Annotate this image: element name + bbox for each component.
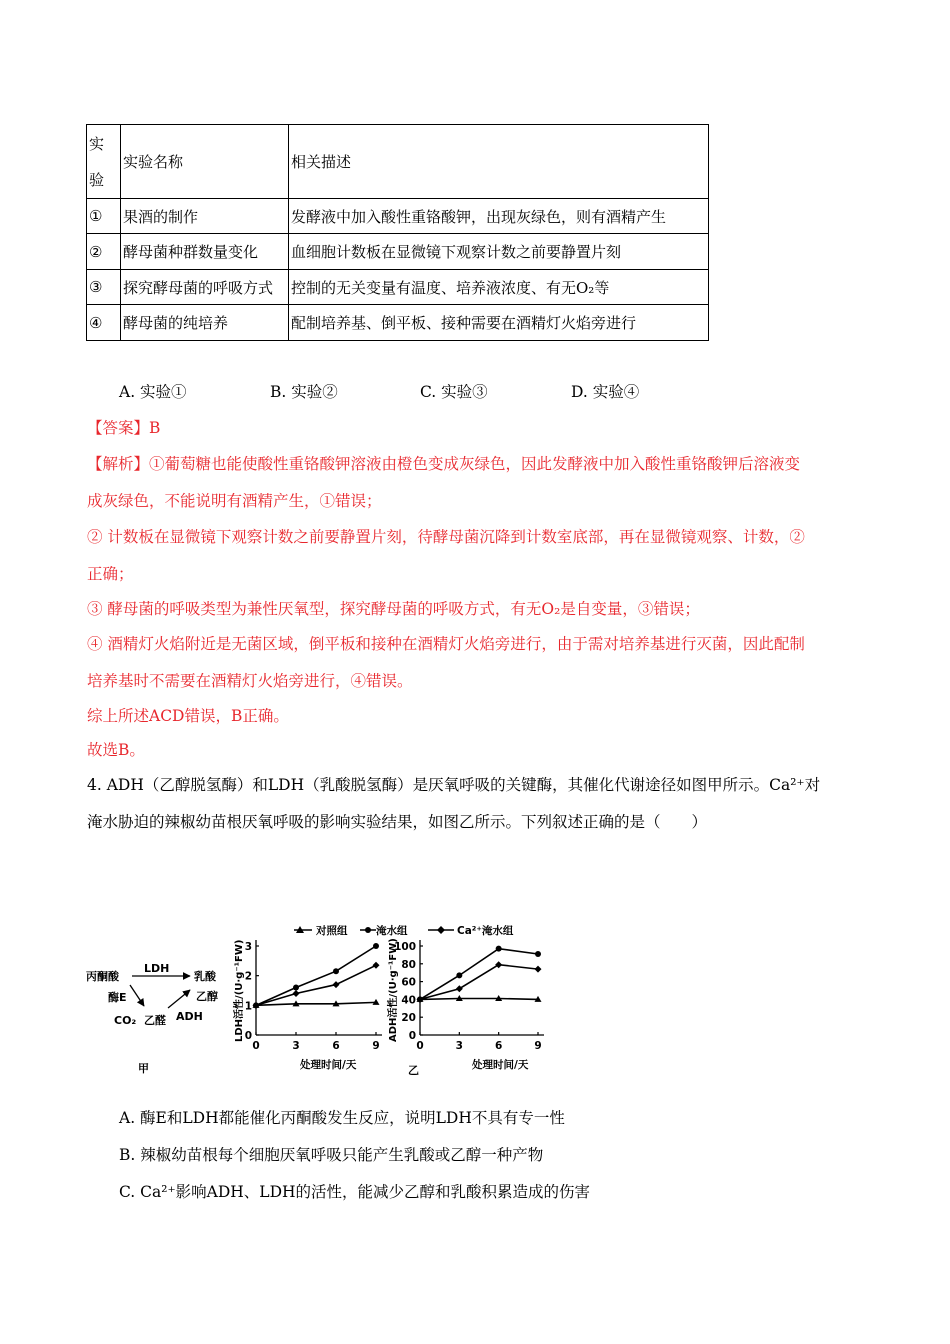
adh-y-tick-label: 60 <box>401 976 416 989</box>
ldh-series-line-diamond <box>256 965 376 1005</box>
legend-ca-flood: Ca²⁺淹水组 <box>457 925 514 937</box>
q4-stem-line-2: 淹水胁迫的辣椒幼苗根厌氧呼吸的影响实验结果，如图乙所示。下列叙述正确的是（ ） <box>87 813 708 831</box>
ldh-point-diamond <box>333 981 340 988</box>
cell-no: ① <box>87 199 121 234</box>
ldh-series-line-triangle <box>256 1002 376 1005</box>
table-row <box>87 305 709 341</box>
adh-point-diamond <box>495 961 502 968</box>
analysis-line-7: 培养基时不需要在酒精灯火焰旁进行，④错误。 <box>87 672 413 690</box>
cell-name: 探究酵母菌的呼吸方式 <box>121 270 289 305</box>
cell-no: ② <box>87 234 121 270</box>
cell-name: 酵母菌种群数量变化 <box>121 234 289 270</box>
header-desc: 相关描述 <box>289 125 709 199</box>
analysis-line-3: ② 计数板在显微镜下观察计数之前要静置片刻，待酵母菌沉降到计数室底部，再在显微镜观察、计数，② <box>87 528 805 546</box>
experiment-table <box>86 124 709 341</box>
ldh-y-tick-label: 1 <box>244 1000 252 1013</box>
adh-series-line-triangle <box>420 999 538 1000</box>
adh-y-tick-label: 20 <box>401 1012 416 1025</box>
q4-stem-line-1: 4. ADH（乙醇脱氢酶）和LDH（乳酸脱氢酶）是厌氧呼吸的关键酶，其催化代谢途径如图甲所示。Ca²⁺对 <box>87 776 821 794</box>
analysis-line-2: 成灰绿色，不能说明有酒精产生，①错误； <box>87 492 382 510</box>
pyruvate-label: 丙酮酸 <box>86 970 119 983</box>
cell-no: ④ <box>87 305 121 341</box>
header-no: 实验 <box>87 125 121 199</box>
cell-desc: 血细胞计数板在显微镜下观察计数之前要静置片刻 <box>289 234 709 270</box>
enzyme-e-arrow <box>130 985 144 1006</box>
co2-label: CO₂ <box>114 1014 137 1027</box>
cell-desc: 控制的无关变量有温度、培养液浓度、有无O₂等 <box>289 270 709 305</box>
q3-option-c[interactable]: C. 实验③ <box>420 383 488 401</box>
adh-y-tick-label: 100 <box>394 941 416 953</box>
adh-x-tick-label: 3 <box>455 1040 463 1052</box>
ldh-point-circle <box>333 968 339 974</box>
legend-flood: 淹水组 <box>376 925 408 937</box>
q4-option-c[interactable]: C. Ca²⁺影响ADH、LDH的活性，能减少乙醇和乳酸积累造成的伤害 <box>119 1183 591 1201</box>
legend-control: 对照组 <box>316 925 348 937</box>
q4-figure <box>80 910 580 1090</box>
adh-x-tick-label: 6 <box>495 1040 503 1052</box>
analysis-line-9: 故选B。 <box>87 741 145 759</box>
adh-point-circle <box>496 946 502 952</box>
cell-no: ③ <box>87 270 121 305</box>
cell-name: 果酒的制作 <box>121 199 289 234</box>
cell-name: 酵母菌的纯培养 <box>121 305 289 341</box>
enzyme-e-label: 酶E <box>108 991 127 1004</box>
ldh-y-tick-label: 0 <box>244 1030 252 1042</box>
ldh-point-circle <box>373 943 379 949</box>
table-row <box>87 270 709 305</box>
q3-option-a[interactable]: A. 实验① <box>119 383 187 401</box>
table-row <box>87 234 709 270</box>
analysis-line-1: 【解析】①葡萄糖也能使酸性重铬酸钾溶液由橙色变成灰绿色，因此发酵液中加入酸性重铬酸钾后溶液变 <box>87 455 801 473</box>
legend-circle-marker <box>365 927 371 933</box>
figure-label-jia: 甲 <box>138 1062 149 1075</box>
ldh-x-label: 处理时间/天 <box>300 1059 357 1071</box>
adh-y-tick-label: 40 <box>401 994 416 1007</box>
ldh-y-tick-label: 3 <box>244 941 252 953</box>
q3-option-b[interactable]: B. 实验② <box>270 383 338 401</box>
adh-arrow <box>168 990 190 1008</box>
adh-y-label: ADH活性/(U·g⁻¹FW) <box>388 938 399 1042</box>
adh-point-diamond <box>456 985 463 992</box>
ldh-point-diamond <box>373 962 380 969</box>
ldh-point-circle <box>293 985 299 991</box>
cell-desc: 发酵液中加入酸性重铬酸钾，出现灰绿色，则有酒精产生 <box>289 199 709 234</box>
table-row <box>87 199 709 234</box>
adh-chart <box>386 938 544 1071</box>
q4-option-a[interactable]: A. 酶E和LDH都能催化丙酮酸发生反应，说明LDH不具有专一性 <box>119 1109 565 1127</box>
adh-point-circle <box>456 972 462 978</box>
q3-option-d[interactable]: D. 实验④ <box>571 383 640 401</box>
table-header-row <box>87 125 709 199</box>
cell-desc: 配制培养基、倒平板、接种需要在酒精灯火焰旁进行 <box>289 305 709 341</box>
ldh-y-tick-label: 2 <box>244 970 252 983</box>
acetaldehyde-label: 乙醛 <box>144 1014 166 1027</box>
legend-diamond-marker <box>437 926 445 934</box>
ldh-x-tick-label: 0 <box>252 1040 260 1052</box>
adh-x-tick-label: 0 <box>416 1040 424 1052</box>
ldh-x-tick-label: 9 <box>372 1040 380 1052</box>
adh-x-tick-label: 9 <box>534 1040 542 1052</box>
analysis-line-4: 正确； <box>87 565 134 583</box>
ldh-series-line-circle <box>256 946 376 1005</box>
ldh-point-diamond <box>293 990 300 997</box>
ldh-x-tick-label: 3 <box>292 1040 300 1052</box>
adh-series-line-circle <box>420 949 538 1000</box>
ldh-chart <box>232 940 382 1071</box>
adh-x-label: 处理时间/天 <box>472 1059 529 1071</box>
answer: 【答案】B <box>87 419 161 437</box>
ldh-label: LDH <box>144 962 170 975</box>
figure-label-yi: 乙 <box>408 1064 419 1077</box>
analysis-line-6: ④ 酒精灯火焰附近是无菌区域，倒平板和接种在酒精灯火焰旁进行，由于需对培养基进行灭菌，因此配制 <box>87 635 805 653</box>
ldh-y-label: LDH活性/(U·g⁻¹FW) <box>234 939 245 1042</box>
ldh-x-tick-label: 6 <box>332 1040 340 1052</box>
ethanol-label: 乙醇 <box>196 990 218 1003</box>
adh-point-diamond <box>535 966 542 973</box>
analysis-line-8: 综上所述ACD错误，B正确。 <box>87 707 289 725</box>
q4-option-b[interactable]: B. 辣椒幼苗根每个细胞厌氧呼吸只能产生乳酸或乙醇一种产物 <box>119 1146 544 1164</box>
adh-series-line-diamond <box>420 965 538 1000</box>
lactate-label: 乳酸 <box>194 970 216 983</box>
pathway-diagram <box>86 962 218 1075</box>
header-name: 实验名称 <box>121 125 289 199</box>
adh-label: ADH <box>176 1010 203 1023</box>
adh-y-tick-label: 0 <box>408 1030 416 1042</box>
adh-y-tick-label: 80 <box>401 958 416 971</box>
analysis-line-5: ③ 酵母菌的呼吸类型为兼性厌氧型，探究酵母菌的呼吸方式，有无O₂是自变量，③错误； <box>87 600 700 618</box>
adh-point-circle <box>535 951 541 957</box>
chart-legend <box>294 924 514 937</box>
